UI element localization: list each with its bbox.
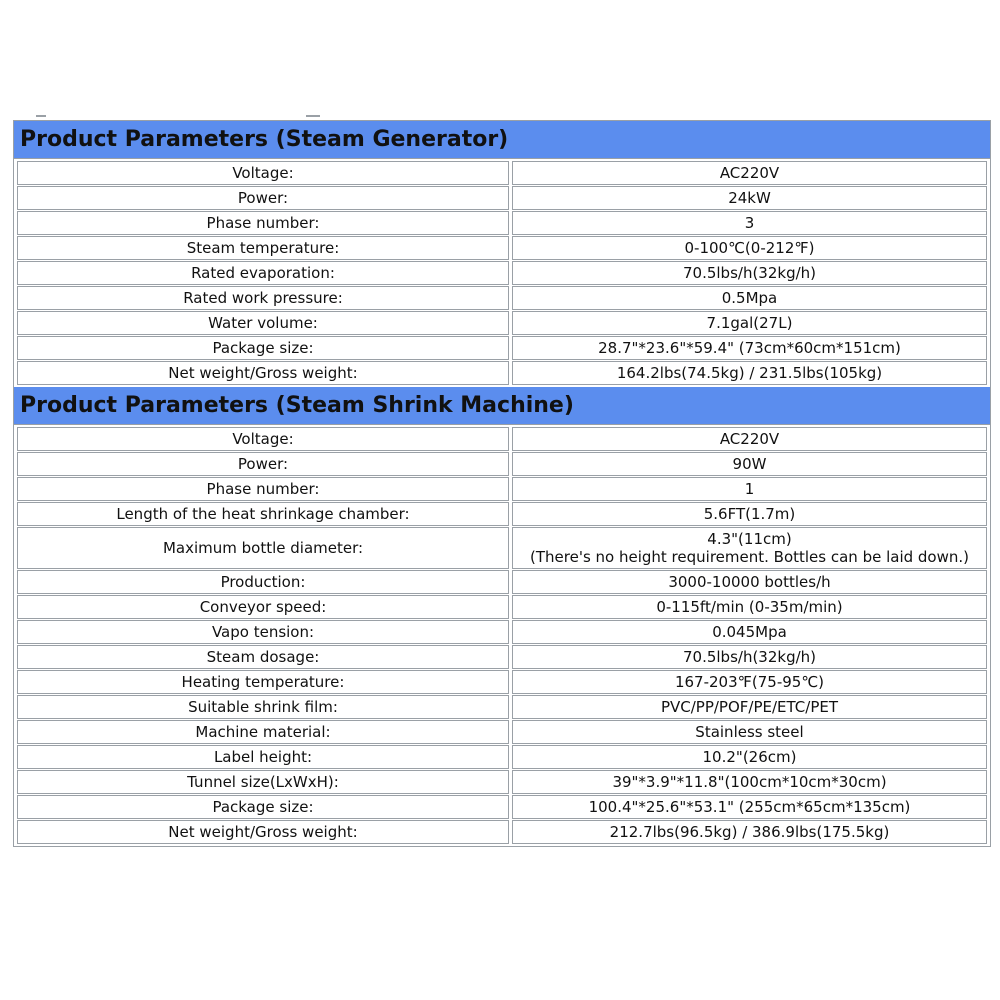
table-row — [17, 161, 987, 185]
table-row — [17, 820, 987, 844]
table-row — [17, 570, 987, 594]
parameter-value: 90W — [512, 452, 987, 476]
parameter-label: Steam dosage: — [17, 645, 509, 669]
table-row — [17, 186, 987, 210]
cropped-border-fragment — [36, 115, 46, 117]
parameter-label: Phase number: — [17, 211, 509, 235]
parameter-value: 70.5lbs/h(32kg/h) — [512, 261, 987, 285]
parameter-value: 24kW — [512, 186, 987, 210]
parameter-label: Power: — [17, 452, 509, 476]
parameter-value: 39"*3.9"*11.8"(100cm*10cm*30cm) — [512, 770, 987, 794]
table-row — [17, 795, 987, 819]
parameter-value-line: 4.3"(11cm) — [707, 530, 792, 548]
parameter-label: Maximum bottle diameter: — [17, 527, 509, 569]
parameter-value: 0-100℃(0-212℉) — [512, 236, 987, 260]
table-row — [17, 452, 987, 476]
parameter-value: 167-203℉(75-95℃) — [512, 670, 987, 694]
parameter-label: Package size: — [17, 336, 509, 360]
table-row — [17, 286, 987, 310]
table-row — [17, 645, 987, 669]
parameter-label: Phase number: — [17, 477, 509, 501]
product-parameters-sheet — [13, 120, 991, 847]
parameter-value: 28.7"*23.6"*59.4" (73cm*60cm*151cm) — [512, 336, 987, 360]
parameter-value — [512, 527, 987, 569]
table-row — [17, 427, 987, 451]
parameter-label: Power: — [17, 186, 509, 210]
parameter-label: Label height: — [17, 745, 509, 769]
parameter-label: Water volume: — [17, 311, 509, 335]
table-row — [17, 745, 987, 769]
table-row — [17, 477, 987, 501]
table-row — [17, 211, 987, 235]
cropped-border-fragment — [306, 115, 320, 117]
table-row — [17, 336, 987, 360]
parameter-value: 3000-10000 bottles/h — [512, 570, 987, 594]
table-row — [17, 695, 987, 719]
parameter-label: Net weight/Gross weight: — [17, 361, 509, 385]
parameter-value: AC220V — [512, 427, 987, 451]
table-row — [17, 236, 987, 260]
parameter-value: 0.045Mpa — [512, 620, 987, 644]
parameter-value: 100.4"*25.6"*53.1" (255cm*65cm*135cm) — [512, 795, 987, 819]
parameter-value-note: (There's no height requirement. Bottles can be laid down.) — [530, 548, 969, 566]
parameter-value: 10.2"(26cm) — [512, 745, 987, 769]
steam-shrink-machine-parameters-table — [14, 425, 990, 846]
parameter-value: 164.2lbs(74.5kg) / 231.5lbs(105kg) — [512, 361, 987, 385]
table-row — [17, 595, 987, 619]
table-row — [17, 770, 987, 794]
parameter-label: Package size: — [17, 795, 509, 819]
table-row — [17, 527, 987, 569]
parameter-label: Voltage: — [17, 161, 509, 185]
parameter-value: 70.5lbs/h(32kg/h) — [512, 645, 987, 669]
parameter-value: AC220V — [512, 161, 987, 185]
table-row — [17, 311, 987, 335]
parameter-value: 212.7lbs(96.5kg) / 386.9lbs(175.5kg) — [512, 820, 987, 844]
parameter-label: Machine material: — [17, 720, 509, 744]
table-row — [17, 261, 987, 285]
table-row — [17, 361, 987, 385]
table-row — [17, 670, 987, 694]
parameter-label: Net weight/Gross weight: — [17, 820, 509, 844]
section-title-steam-shrink-machine: Product Parameters (Steam Shrink Machine) — [14, 387, 990, 425]
parameter-label: Production: — [17, 570, 509, 594]
parameter-label: Voltage: — [17, 427, 509, 451]
parameter-label: Vapo tension: — [17, 620, 509, 644]
steam-generator-parameters-table — [14, 159, 990, 387]
section-title-steam-generator: Product Parameters (Steam Generator) — [14, 121, 990, 159]
parameter-label: Heating temperature: — [17, 670, 509, 694]
table-row — [17, 720, 987, 744]
parameter-value: 3 — [512, 211, 987, 235]
parameter-label: Conveyor speed: — [17, 595, 509, 619]
parameter-value: 0-115ft/min (0-35m/min) — [512, 595, 987, 619]
parameter-value: PVC/PP/POF/PE/ETC/PET — [512, 695, 987, 719]
table-row — [17, 620, 987, 644]
parameter-value: 7.1gal(27L) — [512, 311, 987, 335]
parameter-label: Length of the heat shrinkage chamber: — [17, 502, 509, 526]
parameter-label: Steam temperature: — [17, 236, 509, 260]
parameter-label: Rated work pressure: — [17, 286, 509, 310]
parameter-value: 5.6FT(1.7m) — [512, 502, 987, 526]
parameter-label: Tunnel size(LxWxH): — [17, 770, 509, 794]
table-row — [17, 502, 987, 526]
parameter-value: Stainless steel — [512, 720, 987, 744]
parameter-label: Rated evaporation: — [17, 261, 509, 285]
parameter-value: 1 — [512, 477, 987, 501]
parameter-value: 0.5Mpa — [512, 286, 987, 310]
parameter-label: Suitable shrink film: — [17, 695, 509, 719]
